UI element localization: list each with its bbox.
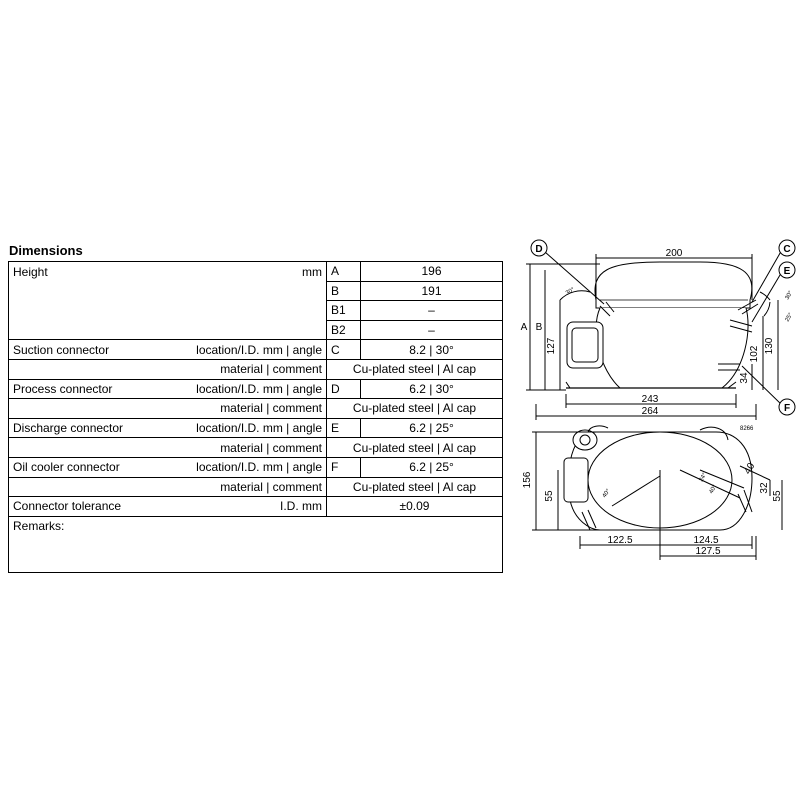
process-sub-value: Cu-plated steel | Al cap bbox=[327, 399, 503, 419]
drawing-number: 8266 bbox=[740, 426, 754, 432]
dim-264: 264 bbox=[641, 406, 659, 417]
suction-value: 8.2 | 30° bbox=[361, 340, 503, 360]
callout-c bbox=[779, 240, 795, 256]
dim-102: 102 bbox=[749, 345, 760, 363]
dim-55-left: 55 bbox=[544, 490, 555, 502]
dim-32: 32 bbox=[759, 482, 770, 494]
height-unit: mm bbox=[184, 262, 327, 282]
dim-55-right: 55 bbox=[772, 490, 783, 502]
oil-cooler-value: 6.2 | 25° bbox=[361, 457, 503, 477]
top-view bbox=[532, 426, 782, 560]
oil-cooler-unit: location/I.D. mm | angle bbox=[184, 457, 327, 477]
callout-e bbox=[779, 262, 795, 278]
section-title: Dimensions bbox=[9, 243, 83, 258]
value-cell: – bbox=[361, 320, 503, 340]
value-cell: – bbox=[361, 301, 503, 321]
process-label: Process connector bbox=[9, 379, 184, 399]
tolerance-value: ±0.09 bbox=[327, 497, 503, 517]
code-cell: B bbox=[327, 281, 361, 301]
svg-text:C: C bbox=[783, 244, 791, 255]
dim-b-label: B bbox=[535, 322, 543, 333]
svg-text:E: E bbox=[783, 266, 791, 277]
suction-code: C bbox=[327, 340, 361, 360]
code-cell: B2 bbox=[327, 320, 361, 340]
discharge-label: Discharge connector bbox=[9, 418, 184, 438]
angle-40: 40° bbox=[601, 488, 612, 500]
angle-30-d: 30° bbox=[565, 286, 576, 297]
process-unit: location/I.D. mm | angle bbox=[184, 379, 327, 399]
angle-25-e: 25° bbox=[784, 312, 795, 323]
height-label: Height bbox=[9, 262, 184, 282]
dim-127: 127 bbox=[546, 337, 557, 355]
suction-unit: location/I.D. mm | angle bbox=[184, 340, 327, 360]
angle-40-b: 40° bbox=[708, 484, 719, 495]
dim-200: 200 bbox=[665, 248, 683, 259]
remarks-label: Remarks: bbox=[9, 516, 503, 572]
value-cell: 196 bbox=[361, 262, 503, 282]
discharge-code: E bbox=[327, 418, 361, 438]
dim-130: 130 bbox=[764, 337, 775, 355]
oil-cooler-label: Oil cooler connector bbox=[9, 457, 184, 477]
oil-cooler-sub-value: Cu-plated steel | Al cap bbox=[327, 477, 503, 497]
discharge-unit: location/I.D. mm | angle bbox=[184, 418, 327, 438]
discharge-value: 6.2 | 25° bbox=[361, 418, 503, 438]
tolerance-label: Connector tolerance bbox=[9, 497, 184, 517]
svg-text:D: D bbox=[535, 244, 543, 255]
angle-30-c: 30° bbox=[784, 290, 795, 301]
dim-127-5: 127.5 bbox=[695, 546, 721, 557]
process-sub-unit: material | comment bbox=[184, 399, 327, 419]
process-code: D bbox=[327, 379, 361, 399]
dim-40: 40 bbox=[742, 461, 758, 477]
dim-34: 34 bbox=[739, 372, 750, 384]
dim-156: 156 bbox=[522, 471, 533, 489]
svg-text:F: F bbox=[783, 403, 791, 414]
suction-sub-value: Cu-plated steel | Al cap bbox=[327, 359, 503, 379]
suction-label: Suction connector bbox=[9, 340, 184, 360]
dim-243: 243 bbox=[641, 394, 659, 405]
value-cell: 191 bbox=[361, 281, 503, 301]
process-value: 6.2 | 30° bbox=[361, 379, 503, 399]
dim-124-5: 124.5 bbox=[693, 535, 719, 546]
callout-f bbox=[779, 399, 795, 415]
dim-122-5: 122.5 bbox=[607, 535, 633, 546]
oil-cooler-sub-unit: material | comment bbox=[184, 477, 327, 497]
code-cell: B1 bbox=[327, 301, 361, 321]
discharge-sub-value: Cu-plated steel | Al cap bbox=[327, 438, 503, 458]
dim-a-label: A bbox=[520, 322, 528, 333]
oil-cooler-code: F bbox=[327, 457, 361, 477]
angle-24: 24° bbox=[698, 472, 709, 483]
discharge-sub-unit: material | comment bbox=[184, 438, 327, 458]
tolerance-unit: I.D. mm bbox=[184, 497, 327, 517]
callout-d bbox=[531, 240, 547, 256]
code-cell: A bbox=[327, 262, 361, 282]
suction-sub-unit: material | comment bbox=[184, 359, 327, 379]
